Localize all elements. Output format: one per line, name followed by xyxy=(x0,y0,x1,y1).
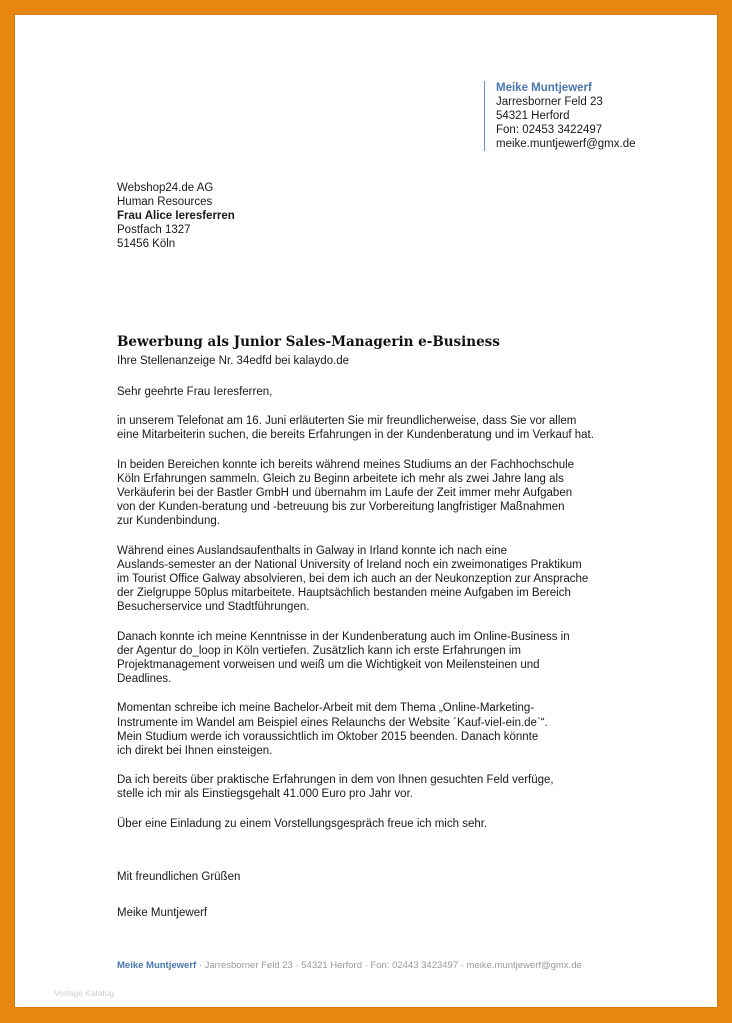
sender-email: meike.muntjewerf@gmx.de xyxy=(496,138,636,150)
recipient-contact: Frau Alice Ieresferren xyxy=(117,210,235,222)
paragraph-line: Instrumente im Wandel am Beispiel eines Relaunchs der Website ´Kauf-viel-ein.de`“. xyxy=(117,716,548,729)
paragraph-line: Auslands-semester an der National University of Ireland noch ein zweimonatiges Praktikum xyxy=(117,558,582,571)
sender-address-block xyxy=(484,81,636,151)
paragraph-5 xyxy=(117,701,617,758)
recipient-address-block xyxy=(117,181,235,251)
paragraph-line: Während eines Auslandsaufenthalts in Galway in Irland konnte ich nach eine xyxy=(117,544,507,557)
footer-name: Meike Muntjewerf xyxy=(117,960,197,971)
paragraph-2 xyxy=(117,458,617,529)
paragraph-line: Danach konnte ich meine Kenntnisse in der Kundenberatung auch im Online-Business in xyxy=(117,630,570,643)
paragraph-line: Projektmanagement vorweisen und weiß um die Wichtigkeit von Meilensteinen und xyxy=(117,659,540,672)
sender-street: Jarresborner Feld 23 xyxy=(496,96,603,108)
sender-city: 54321 Herford xyxy=(496,110,570,122)
paragraph-line: von der Kunden-beratung und -betreuung bis zur Vorbereitung langfristiger Maßnahmen xyxy=(117,501,565,514)
paragraph-line: in unserem Telefonat am 16. Juni erläuterten Sie mir freundlicherweise, dass Sie vor allem xyxy=(117,415,577,428)
paragraph-1 xyxy=(117,414,617,442)
paragraph-line: Verkäuferin bei der Bastler GmbH und übernahm im Laufe der Zeit immer mehr Aufgaben xyxy=(117,487,573,500)
recipient-company: Webshop24.de AG xyxy=(117,182,214,194)
paragraph-line: Mein Studium werde ich voraussichtlich im Oktober 2015 beenden. Danach könnte xyxy=(117,730,539,743)
letter-body xyxy=(117,385,617,920)
recipient-city: 51456 Köln xyxy=(117,238,176,250)
paragraph-line: Deadlines. xyxy=(117,673,172,686)
paragraph-line: zur Kundenbindung. xyxy=(117,515,220,528)
spacer xyxy=(117,846,617,870)
sender-name: Meike Muntjewerf xyxy=(496,82,592,94)
paragraph-4 xyxy=(117,630,617,687)
closing-greeting: Mit freundlichen Grüßen xyxy=(117,870,241,883)
paragraph-7 xyxy=(117,817,617,831)
letter-subject: Bewerbung als Junior Sales-Managerin e-Business xyxy=(117,334,500,350)
paragraph-line: stelle ich mir als Einstiegsgehalt 41.000 Euro pro Jahr vor. xyxy=(117,788,413,801)
paragraph-3 xyxy=(117,544,617,615)
paragraph-line: Köln Erfahrungen sammeln. Gleich zu Beginn arbeitete ich mehr als zwei Jahre lang als xyxy=(117,472,564,485)
paragraph-line: In beiden Bereichen konnte ich bereits während meines Studiums an der Fachhochschule xyxy=(117,458,575,471)
paragraph-line: der Agentur do_loop in Köln vertiefen. Zusätzlich kann ich erste Erfahrungen im xyxy=(117,644,522,657)
recipient-department: Human Resources xyxy=(117,196,213,208)
recipient-postbox: Postfach 1327 xyxy=(117,224,191,236)
paragraph-line: Momentan schreibe ich meine Bachelor-Arbeit mit dem Thema „Online-Marketing- xyxy=(117,702,535,715)
watermark-text: Vorlage Katalog xyxy=(54,988,115,998)
footer-details: · Jarresborner Feld 23 · 54321 Herford · Fon: 02443 3423497 · meike.muntjewerf@gmx.de xyxy=(196,960,582,971)
paragraph-line: im Tourist Office Galway absolvieren, bei dem ich auch an der Neukonzeption zur Ansprache xyxy=(117,573,589,586)
paragraph-line: Da ich bereits über praktische Erfahrungen in dem von Ihnen gesuchten Feld verfüge, xyxy=(117,774,554,787)
paragraph-line: ich direkt bei Ihnen einsteigen. xyxy=(117,745,273,758)
paragraph-line: Über eine Einladung zu einem Vorstellungsgespräch freue ich mich sehr. xyxy=(117,817,488,830)
sender-phone: Fon: 02453 3422497 xyxy=(496,124,603,136)
letter-page xyxy=(14,14,718,1008)
letter-footer xyxy=(117,960,582,971)
paragraph-line: Besucherservice und Stadtführungen. xyxy=(117,601,310,614)
paragraph-line: eine Mitarbeiterin suchen, die bereits Erfahrungen in der Kundenberatung und im Verkauf hat. xyxy=(117,429,594,442)
signature-name: Meike Muntjewerf xyxy=(117,907,208,920)
paragraph-line: der Zielgruppe 50plus mitarbeitete. Hauptsächlich bestanden meine Aufgaben im Bereich xyxy=(117,587,571,600)
salutation: Sehr geehrte Frau Ieresferren, xyxy=(117,386,273,398)
paragraph-6 xyxy=(117,773,617,801)
job-reference: Ihre Stellenanzeige Nr. 34edfd bei kalaydo.de xyxy=(117,355,350,367)
